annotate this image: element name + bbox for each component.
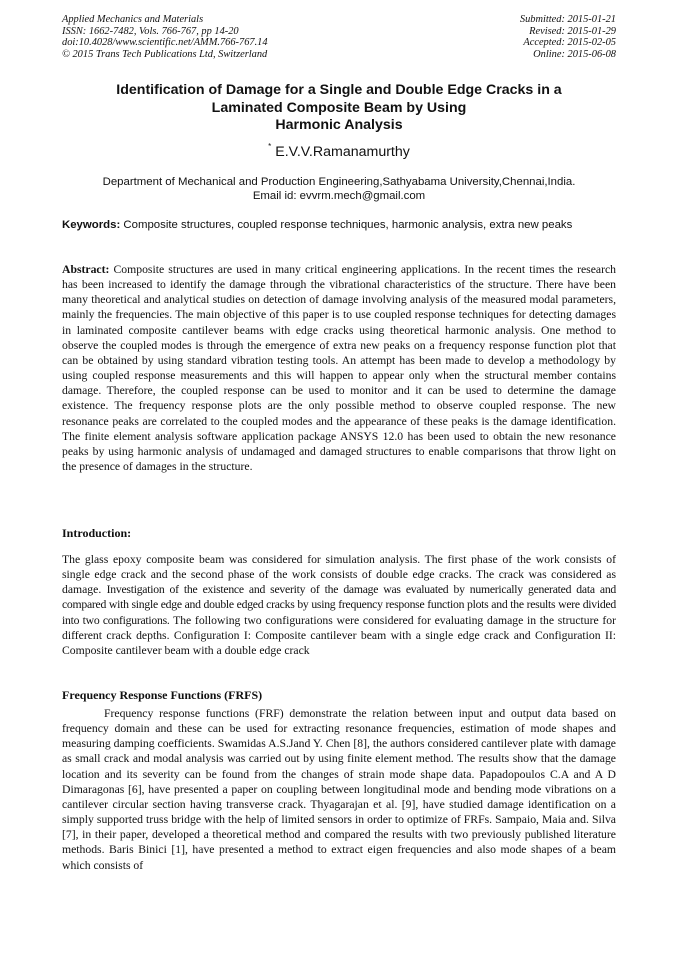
journal-name: Applied Mechanics and Materials (62, 14, 204, 25)
introduction-text-1: The glass epoxy composite beam was considered for simulation analysis. The first phase of the work consists of single edge crack and the second phase of the work consists of double edge cracks. The crack was considered as damage. (62, 553, 616, 597)
introduction-text-3: The following two configurations were considered for evaluating damage in the structure for different crack depths. Configuration I: Composite cantilever beam with a single edge crack and Configuration II: Composite cantilever beam with a double edge crack (62, 613, 617, 657)
title-line-1: Identification of Damage for a Single and Double Edge Cracks in a (116, 82, 562, 98)
paper-title (70, 82, 608, 135)
affiliation (62, 175, 616, 204)
introduction-heading: Introduction: (62, 526, 132, 540)
journal-header-left (62, 14, 268, 60)
title-line-3: Harmonic Analysis (275, 117, 403, 133)
keywords-block (62, 218, 616, 233)
abstract-label: Abstract: (62, 263, 110, 276)
revised-date: Revised: 2015-01-29 (529, 25, 616, 37)
online-date: Online: 2015-06-08 (533, 48, 616, 60)
author-line (70, 142, 608, 160)
abstract-block (62, 262, 616, 474)
submitted-date: Submitted: 2015-01-21 (519, 14, 616, 25)
introduction-paragraph (62, 552, 616, 658)
email-line: Email id: evvrm.mech@gmail.com (252, 190, 426, 203)
department-line: Department of Mechanical and Production Engineering,Sathyabama University,Chennai,India. (102, 176, 576, 188)
author-name: E.V.V.Ramanamurthy (275, 144, 410, 160)
abstract-text: Composite structures are used in many critical engineering applications. In the recent times the research has been increased to identify the damage through the vibrational characteristics of the structure. There have been many theoretical and analytical studies on detection of damage involving analysis of the measured modal parameters, mainly the frequencies. The main objective of this paper is to use coupled response techniques for detecting damages in laminated composite cantilever beams with edge cracks using theoretical harmonic analysis. One method to observe the coupled modes is through the emergence of extra new peaks on a frequency response function plot that can be obtained by using standard vibration testing tools. An attempt has been made to develop a methodology by using coupled response measurements and this will happen to appear only when the structural member contains damage. Therefore, the coupled response can be used to monitor and it can be used to determine the damage existence. The frequency response plots are the only possible method to observe coupled response. The new resonance peaks are correlated to the coupled modes and the appearance of these peaks is the damage identification. The finite element analysis software application package ANSYS 12.0 has been used to obtain the new resonance peaks by using harmonic analysis of undamaged and damaged structures to enable comparisons that throw light on the presence of damages in the structure. (62, 263, 616, 474)
journal-header-right (520, 14, 616, 60)
accepted-date: Accepted: 2015-02-05 (523, 37, 616, 49)
frf-heading: Frequency Response Functions (FRFS) (62, 688, 263, 702)
keywords-text: Composite structures, coupled response techniques, harmonic analysis, extra new peaks (123, 219, 573, 231)
author-marker: * (268, 142, 272, 151)
doi-line: doi:10.4028/www.scientific.net/AMM.766-767.14 (62, 37, 268, 49)
title-line-2: Laminated Composite Beam by Using (211, 99, 467, 116)
introduction-text-2: Investigation of the existence and severity of the damage was evaluated by numerically generated data and compared with single edge and double edged cracks by using frequency response function plots and the results were divided into two configurations. (62, 583, 617, 627)
keywords-label: Keywords: (62, 219, 121, 231)
copyright-line: © 2015 Trans Tech Publications Ltd, Switzerland (62, 48, 268, 60)
issn-line: ISSN: 1662-7482, Vols. 766-767, pp 14-20 (62, 25, 239, 37)
frf-paragraph: Frequency response functions (FRF) demonstrate the relation between input and output data based on frequency domain and these can be used for extracting resonance frequencies, estimation of mode shapes and measuring damping coefficients. Swamidas A.S.Jand Y. Chen [8], the authors considered cantilever plate with damage as small crack and modal analysis was carried out by using finite element method. The results show that the damage location and its severity can be found from the changes of strain mode shape data. Papadopoulos C.A and A D Dimaragonas [6], have presented a paper on coupling between longitudinal mode and bending mode vibrations on a cantilever circular section having transverse crack. Thyagarajan et al. [9], have studied damage identification on a simply supported truss bridge with the help of limited sensors in order to optimize of FRFs. Sampaio, Maia and. Silva [7], in their paper, developed a theoretical method and compared the results with two previously published literature methods. Baris Binici [1], have presented a method to extract eigen frequencies and also mode shapes of a beam which consists of (62, 707, 616, 872)
